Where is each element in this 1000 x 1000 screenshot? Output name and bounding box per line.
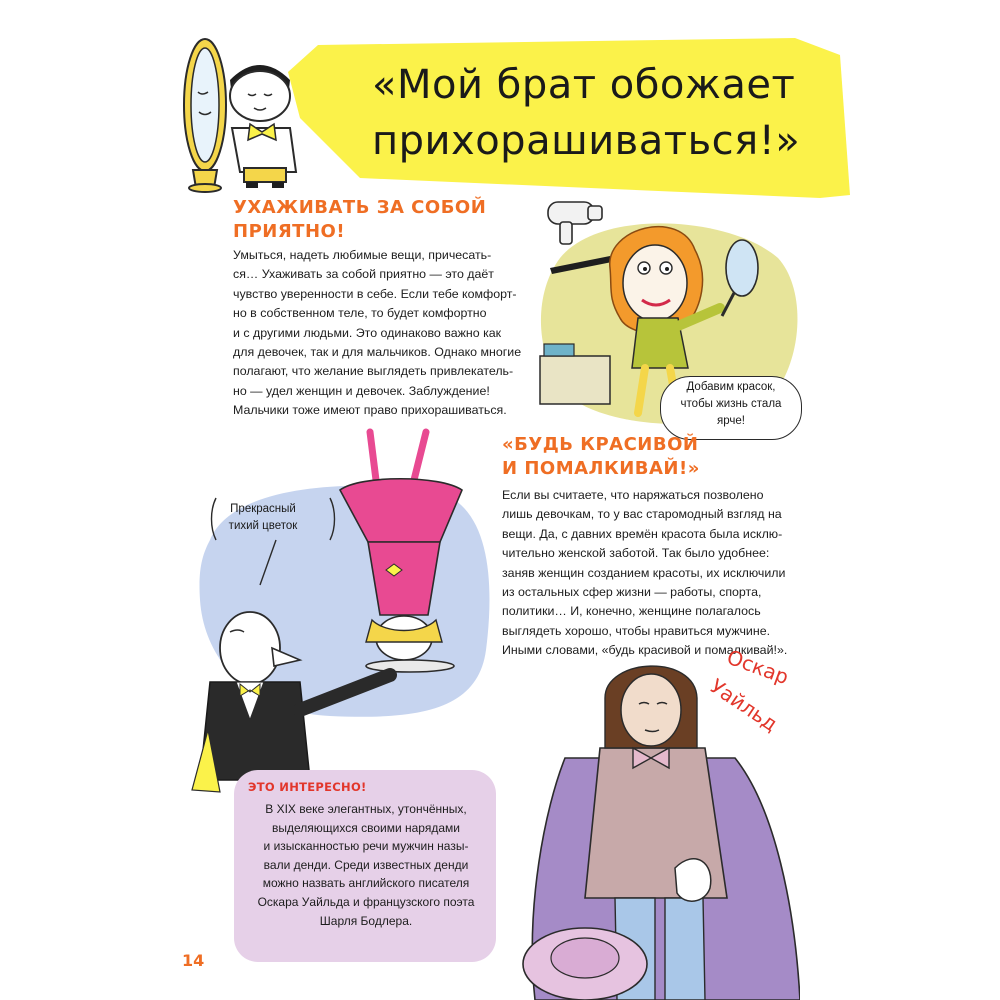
girl-bubble-line-2: чтобы жизнь стала — [680, 398, 782, 410]
section2-line: из остальных сфер жизни — работы, спорта, — [502, 585, 762, 600]
wilde-face — [621, 674, 681, 746]
info-line: и изысканностью речи мужчин назы- — [263, 839, 469, 854]
section2-heading-line-1: «БУДЬ КРАСИВОЙ — [502, 434, 699, 455]
girl-face — [623, 245, 687, 321]
info-line: В XIX веке элегантных, утончённых, — [265, 802, 467, 816]
section1-line: Мальчики тоже имеют право прихорашиваться. — [233, 403, 507, 418]
wilde-name-line-1: Оскар — [723, 644, 792, 690]
wilde-name-line-2: Уайльд — [705, 673, 783, 737]
section1-line: для девочек, так и для мальчиков. Однако многие — [233, 345, 522, 360]
butler-bubble-line-2: тихий цветок — [228, 520, 298, 532]
section1-heading-line-2: ПРИЯТНО! — [233, 221, 346, 242]
interesting-fact-title: ЭТО ИНТЕРЕСНО! — [248, 780, 367, 794]
section1-line: Умыться, надеть любимые вещи, причесать- — [233, 248, 492, 262]
girl-bubble-line-1: Добавим красок, — [686, 381, 776, 393]
info-line: Шарля Бодлера. — [319, 913, 413, 928]
girl-speech-bubble — [660, 376, 802, 440]
section1-heading-line-1: УХАЖИВАТЬ ЗА СОБОЙ — [233, 197, 487, 218]
section2-body — [502, 486, 802, 661]
section1-line: полагают, что желание выглядеть привлекатель- — [233, 364, 514, 379]
butler-speech-bubble-outline — [208, 490, 338, 550]
mirror-illustration — [184, 39, 226, 192]
section1-line: но — удел женщин и девочек. Заблуждение! — [233, 383, 490, 398]
info-line: можно назвать английского писателя — [262, 876, 470, 891]
boy-illustration — [230, 65, 296, 188]
section1-line: но в собственном теле, то будет комфортно — [233, 306, 487, 321]
info-line: вали денди. Среди известных денди — [263, 857, 469, 872]
serving-tray — [366, 660, 454, 672]
section2-line: чительно женской заботой. Так было удобнее: — [502, 546, 770, 561]
section1-line: и с другими людьми. Это одинаково важно как — [233, 325, 502, 340]
section2-heading — [502, 433, 700, 481]
girl-bubble-line-3: ярче! — [717, 415, 745, 427]
section2-heading-line-2: И ПОМАЛКИВАЙ!» — [502, 458, 700, 479]
page-number: 14 — [182, 951, 205, 970]
butler-with-upside-down-girl-illustration — [190, 420, 500, 800]
page-title-line-2: прихорашиваться!» — [372, 118, 801, 164]
section1-heading — [233, 196, 486, 244]
section2-line: вещи. Да, с давних времён красота была исклю- — [502, 526, 783, 541]
butler-bubble-line-1: Прекрасный — [230, 503, 296, 515]
section1-line: ся… Ухаживать за собой приятно — это даёт — [233, 267, 494, 282]
interesting-fact-text — [248, 800, 484, 930]
section2-line: заняв женщин созданием красоты, их исключили — [502, 565, 786, 580]
section2-line: выглядеть хорошо, чтобы нравиться мужчине. — [502, 623, 771, 638]
section2-line: политики… И, конечно, женщине полагалось — [502, 604, 761, 619]
info-line: Оскара Уайльда и французского поэта — [257, 894, 475, 909]
page-title-line-1: «Мой брат обожает — [372, 62, 796, 108]
section1-body — [233, 246, 533, 421]
section2-line: Иными словами, «будь красивой и помалкивай!». — [502, 643, 788, 658]
hat-icon — [523, 928, 647, 1000]
section1-line: чувство уверенности в себе. Если тебе комфорт- — [233, 286, 517, 301]
info-line: выделяющихся своими нарядами — [272, 820, 460, 835]
section2-line: лишь девочкам, то у вас старомодный взгляд на — [502, 507, 782, 522]
dressing-table — [540, 356, 610, 404]
section2-line: Если вы считаете, что наряжаться позволено — [502, 488, 764, 502]
